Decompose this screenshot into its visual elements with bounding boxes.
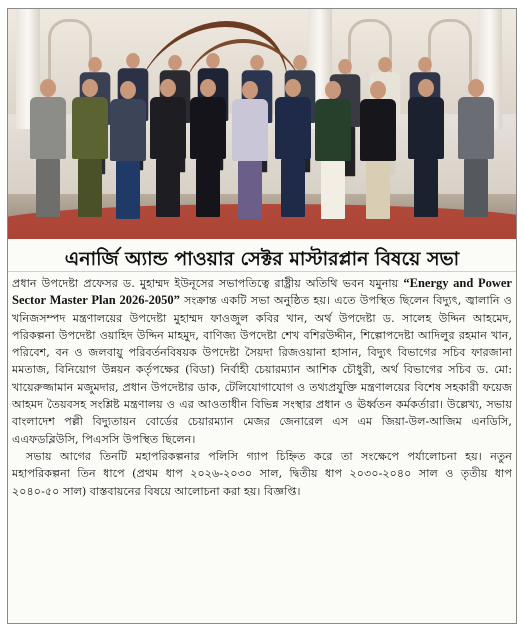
headline-divider bbox=[8, 271, 516, 272]
photo-figure-head bbox=[126, 53, 140, 68]
photo-figure-head bbox=[468, 79, 484, 97]
photo-figure-head bbox=[325, 81, 341, 99]
photo-figure-head bbox=[168, 55, 182, 70]
photo-figure-legs bbox=[78, 159, 102, 217]
photo-figure-head bbox=[418, 57, 432, 72]
photo-figure-head bbox=[206, 53, 220, 68]
photo-figure-body bbox=[110, 99, 146, 161]
photo-figure-legs bbox=[464, 159, 488, 217]
photo-figure-head bbox=[200, 79, 216, 97]
photo-figure-body bbox=[232, 99, 268, 161]
photo-figure-legs bbox=[36, 159, 60, 217]
photo-figure-body bbox=[150, 97, 186, 159]
photo-figure-head bbox=[293, 55, 307, 70]
paragraph-1-intro: প্রধান উপদেষ্টা প্রফেসর ড. মুহাম্মদ ইউনূসের সভাপতিত্বে রাষ্ট্রীয় অতিথি ভবন যমুনায় bbox=[12, 277, 404, 290]
photo-figure-body bbox=[360, 99, 396, 161]
headline: এনার্জি অ্যান্ড পাওয়ার সেক্টর মাস্টারপ্লান বিষয়ে সভা bbox=[64, 248, 460, 270]
photo-figure-head bbox=[242, 81, 258, 99]
photo-figure-legs bbox=[238, 161, 262, 219]
photo-figure-body bbox=[315, 99, 351, 161]
photo-figure-legs bbox=[366, 161, 390, 219]
photo-figure-legs bbox=[414, 159, 438, 217]
photo-figure-head bbox=[285, 79, 301, 97]
photo-figure-legs bbox=[116, 161, 140, 219]
photo-figure-head bbox=[378, 57, 392, 72]
paragraph-2: সভায় আগের তিনটি মহাপরিকল্পনার পলিসি গ্যাপ চিহ্নিত করে তা সংক্ষেপে পর্যালোচনা হয়। নতুন মহাপরিকল্পনা তিন ধাপে (প্রথম ধাপ ২০২৬-২০৩০ সাল, দ্বিতীয় ধাপ ২০৩০-২০৪০ সাল ও তৃতীয় ধাপ ২০৪০-৫০ সাল) বাস্তবায়নের বিষয়ে আলোচনা করা হয়। বিজ্ঞপ্তি। bbox=[12, 449, 512, 498]
photo-figure-legs bbox=[321, 161, 345, 219]
photo-figure-body bbox=[190, 97, 226, 159]
photo-figure-legs bbox=[281, 159, 305, 217]
photo-figure-head bbox=[40, 79, 56, 97]
master-plan-title: “Energy and Power Sector Master Plan 2026-2050” bbox=[12, 276, 512, 308]
photo-figure-body bbox=[72, 97, 108, 159]
photo-figure-head bbox=[338, 59, 352, 74]
photo-figure-legs bbox=[196, 159, 220, 217]
group-photo bbox=[8, 9, 516, 239]
photo-figure-body bbox=[30, 97, 66, 159]
paragraph-1 bbox=[12, 275, 512, 448]
photo-figure-body bbox=[275, 97, 311, 159]
photo-figure-body bbox=[458, 97, 494, 159]
article-body bbox=[12, 275, 512, 500]
photo-figure-legs bbox=[156, 159, 180, 217]
photo-figure-body bbox=[408, 97, 444, 159]
photo-figure-head bbox=[418, 79, 434, 97]
photo-figure-head bbox=[120, 81, 136, 99]
photo-figure-head bbox=[250, 55, 264, 70]
photo-figure-head bbox=[370, 81, 386, 99]
news-clipping bbox=[7, 8, 517, 624]
photo-figure-head bbox=[160, 79, 176, 97]
paragraph-1-rest: সংক্রান্ত একটি সভা অনুষ্ঠিত হয়। এতে উপস্থিত ছিলেন বিদ্যুৎ, জ্বালানি ও খনিজসম্পদ মন্ত্রণালয়ের উপদেষ্টা মুহাম্মদ ফাওজুল কবির খান, অর্থ উপদেষ্টা ড. সালেহ উদ্দিন আহমেদ, পরিকল্পনা উপদেষ্টা ওয়াহিদ উদ্দিন মাহমুদ, বাণিজ্য উপদেষ্টা শেখ বশিরউদ্দীন, শিল্পোপদেষ্টা আদিলুর রহমান খান, পরিবেশ, বন ও জলবায়ু পরিবর্তনবিষয়ক উপদেষ্টা সৈয়দা রিজওয়ানা হাসান, বিদ্যুৎ বিভাগের সচিব ফারজানা মমতাজ, বিনিয়োগ উন্নয়ন কর্তৃপক্ষের (বিডা) নির্বাহী চেয়ারম্যান আশিক চৌধুরী, অর্থ বিভাগের সচিব ড. মো: খায়েরুজ্জামান মজুমদার, প্রধান উপদেষ্টার ডাক, টেলিযোগাযোগ ও তথ্যপ্রযুক্তি মন্ত্রণালয়ের বিশেষ সহকারী ফয়েজ আহমদ তৈয়বসহ সংশ্লিষ্ট মন্ত্রণালয় ও এর আওতাধীন বিভিন্ন সংস্থার প্রধান ও ঊর্ধ্বতন কর্মকর্তারা। উল্লেখ্য, সভায় বাংলাদেশ পল্লী বিদ্যুতায়ন বোর্ডের চেয়ারম্যান মেজর জেনারেল এস এম জিয়া-উল-আজিম এনডিসি, এএফডব্লিউসি, পিএসসি উপস্থিত ছিলেন। bbox=[12, 294, 512, 446]
photo-figure-head bbox=[82, 79, 98, 97]
photo-figure-head bbox=[88, 57, 102, 72]
